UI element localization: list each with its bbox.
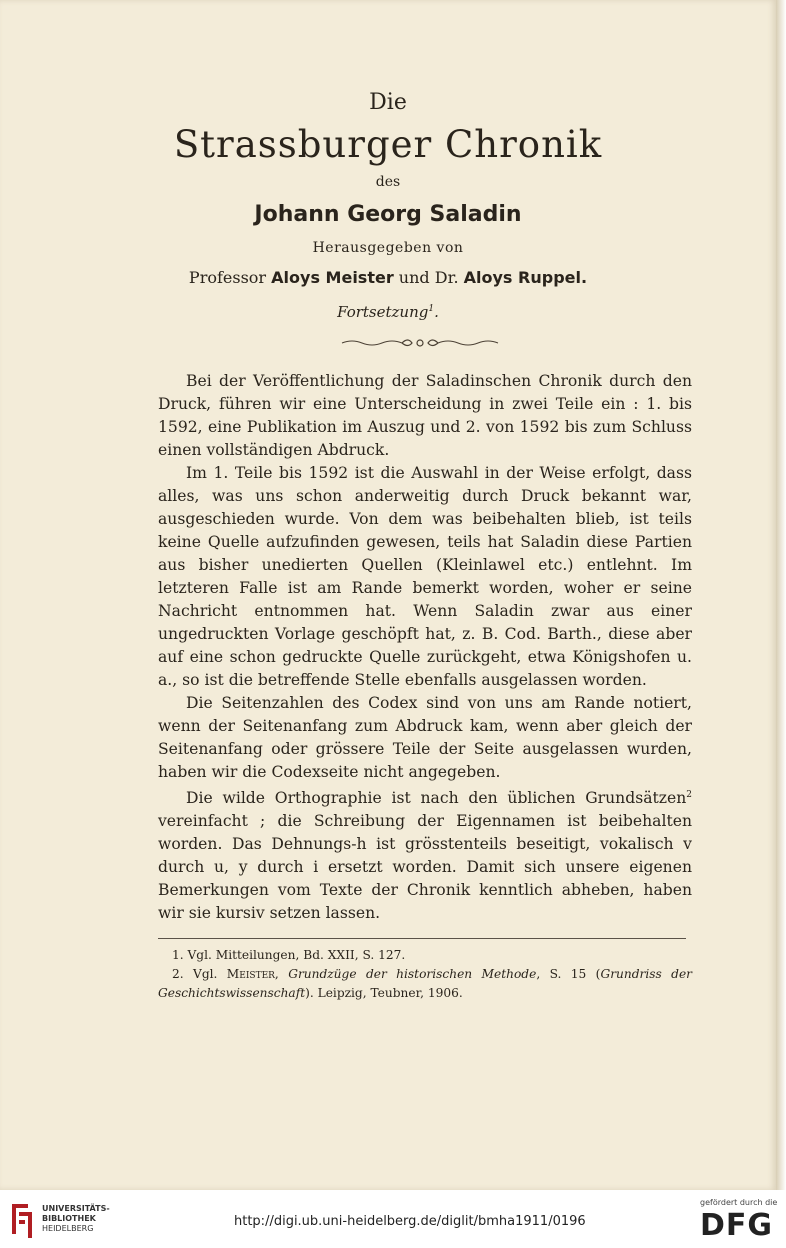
footnote-2-title: Grundzüge der historischen Methode [288, 967, 537, 981]
body-text [158, 370, 692, 925]
editors-prefix: Professor [188, 268, 272, 287]
permalink-url[interactable]: http://digi.ub.uni-heidelberg.de/diglit/bmha1911/0196 [234, 1214, 586, 1229]
uni-line-2: BIBLIOTHEK [42, 1214, 96, 1223]
continuation-ref: 1 [428, 304, 435, 314]
editor-ruppel: Aloys Ruppel. [463, 268, 588, 287]
title-des: des [375, 174, 401, 190]
footnote-2-b: , [274, 967, 289, 981]
footnotes [158, 946, 692, 1003]
footnote-ref-2: 2 [686, 790, 692, 800]
editors-line [0, 268, 776, 287]
footnote-2-c: , S. 15 ( [536, 967, 601, 981]
paragraph-4-end: vereinfacht ; die Schreibung der Eigennamen ist beibehalten worden. Das Dehnungs-h ist grösstenteils beseitigt, vokalisch v durch u, y durch i ersetzt worden. Damit sich unsere eigenen Bemerkungen vom Texte der Chronik kenntlich abheben, haben wir sie kursiv setzen lassen. [158, 812, 692, 923]
editors-middle: und Dr. [393, 268, 464, 287]
footnote-1: 1. Vgl. Mitteilungen, Bd. XXII, S. 127. [172, 948, 406, 962]
page-title: Strassburger Chronik [173, 123, 603, 166]
funded-by-label: gefördert durch die [700, 1198, 778, 1207]
continuation-dot: . [434, 303, 439, 321]
footnote-2-author: Meister [226, 967, 275, 981]
footnote-rule [158, 938, 686, 939]
editor-meister: Aloys Meister [271, 268, 394, 287]
ornament-divider [340, 336, 500, 350]
paragraph-4-start: Die wilde Orthographie ist nach den üblichen Grundsätzen [186, 789, 687, 808]
footnote-2 [158, 965, 692, 1003]
author-name: Johann Georg Saladin [254, 202, 522, 227]
footnote-2-d: ). Leipzig, Teubner, 1906. [305, 986, 463, 1000]
paragraph-1: Bei der Veröffentlichung der Saladinschen Chronik durch den Druck, führen wir eine Unterscheidung in zwei Teile ein : 1. bis 1592, eine Publikation im Auszug und 2. von 1592 bis zum Schluss einen vollständigen Abdruck. [158, 372, 692, 459]
university-library-name [42, 1204, 110, 1234]
continuation-line [0, 303, 776, 321]
footnote-2-a: 2. Vgl. [172, 967, 227, 981]
paragraph-3: Die Seitenzahlen des Codex sind von uns am Rande notiert, wenn der Seitenanfang zum Abdruck kam, wenn aber gleich der Seitenanfang oder grössere Teile der Seite ausgelassen wurden, haben wir die Codexseite nicht angegeben. [158, 694, 692, 781]
uni-line-3: HEIDELBERG [42, 1224, 94, 1233]
paragraph-4 [158, 784, 692, 925]
paragraph-2: Im 1. Teile bis 1592 ist die Auswahl in der Weise erfolgt, dass alles, was uns schon anderweitig durch Druck bekannt war, ausgeschieden wurde. Von dem was beibehalten blieb, ist teils keine Quelle aufzufinden gewesen, teils hat Saladin diese Partien aus bisher unedierten Quellen (Kleinlawel etc.) entlehnt. Im letzteren Falle ist am Rande bemerkt worden, woher er seine Nachricht entnommen hat. Wenn Saladin zwar aus einer ungedruckten Vorlage geschöpft hat, z. B. Cod. Barth., diese aber auf eine schon gedruckte Quelle zurückgeht, etwa Königshofen u. a., so ist die betreffende Stelle ebenfalls ausgelassen worden. [158, 464, 692, 689]
edited-by: Herausgegeben von [312, 240, 464, 256]
dfg-logo[interactable]: DFG [700, 1208, 774, 1243]
uni-line-1: UNIVERSITÄTS- [42, 1204, 110, 1213]
page-edge [776, 0, 786, 1190]
title-die: Die [369, 90, 407, 115]
continuation-label: Fortsetzung [337, 303, 429, 321]
university-library-logo-icon[interactable] [6, 1198, 36, 1240]
footnote-2-series: Grundriss der Geschichtswissenschaft [158, 967, 692, 1000]
